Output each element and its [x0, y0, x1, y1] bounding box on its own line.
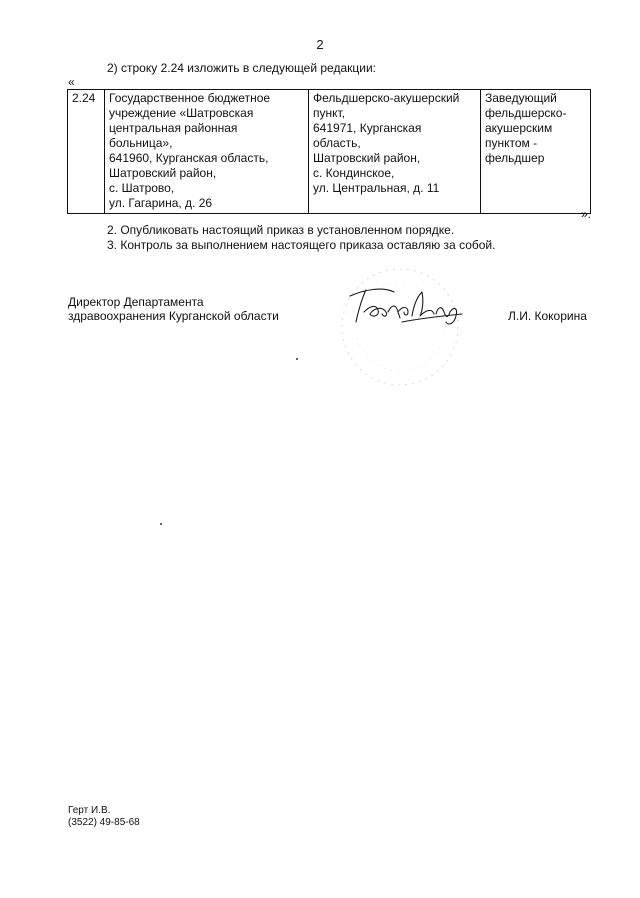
scan-speck: [296, 358, 298, 360]
order-item: 3. Контроль за выполнением настоящего приказа оставляю за собой.: [107, 238, 496, 252]
position-line: фельдшер: [485, 151, 545, 165]
row-number: 2.24: [72, 91, 96, 105]
unit-line: ул. Центральная, д. 11: [313, 181, 440, 195]
institution-line: с. Шатрово,: [109, 181, 175, 195]
handwritten-signature: [342, 282, 470, 330]
page-number: 2: [316, 37, 324, 52]
position-line: Заведующий: [485, 91, 557, 105]
institution-line: 641960, Курганская область,: [109, 151, 269, 165]
unit-line: Шатровский район,: [313, 151, 421, 165]
executor-phone: (3522) 49-85-68: [68, 817, 140, 828]
unit-line: с. Кондинское,: [313, 166, 395, 180]
position-line: фельдшерско-: [485, 106, 567, 120]
signer-name: Л.И. Кокорина: [508, 309, 587, 323]
executor-name: Герт И.В.: [68, 805, 111, 816]
scan-speck: [160, 523, 162, 525]
unit-line: Фельдшерско-акушерский: [313, 91, 460, 105]
signer-title-line: здравоохранения Курганской области: [68, 309, 279, 323]
open-quote: «: [68, 75, 75, 89]
executor-info: [68, 805, 140, 829]
unit-cell: [309, 90, 481, 214]
row-number-cell: [68, 90, 105, 214]
signer-title: [68, 295, 279, 323]
institution-line: больница»,: [109, 136, 173, 150]
entry-table: [67, 89, 591, 214]
institution-line: Шатровский район,: [109, 166, 217, 180]
institution-line: центральная районная: [109, 121, 238, 135]
institution-line: учреждение «Шатровская: [109, 106, 254, 120]
close-quote: ».: [581, 207, 592, 221]
institution-line: Государственное бюджетное: [109, 91, 271, 105]
position-cell: [481, 90, 591, 214]
unit-line: пункт,: [313, 106, 346, 120]
intro-text: 2) строку 2.24 изложить в следующей редакции:: [107, 61, 377, 75]
signer-title-line: Директор Департамента: [68, 295, 204, 309]
institution-cell: [105, 90, 309, 214]
unit-line: область,: [313, 136, 361, 150]
unit-line: 641971, Курганская: [313, 121, 422, 135]
institution-line: ул. Гагарина, д. 26: [109, 196, 213, 210]
table-row: [68, 90, 591, 214]
order-item: 2. Опубликовать настоящий приказ в установленном порядке.: [107, 223, 455, 237]
position-line: акушерским: [485, 121, 553, 135]
position-line: пунктом -: [485, 136, 538, 150]
